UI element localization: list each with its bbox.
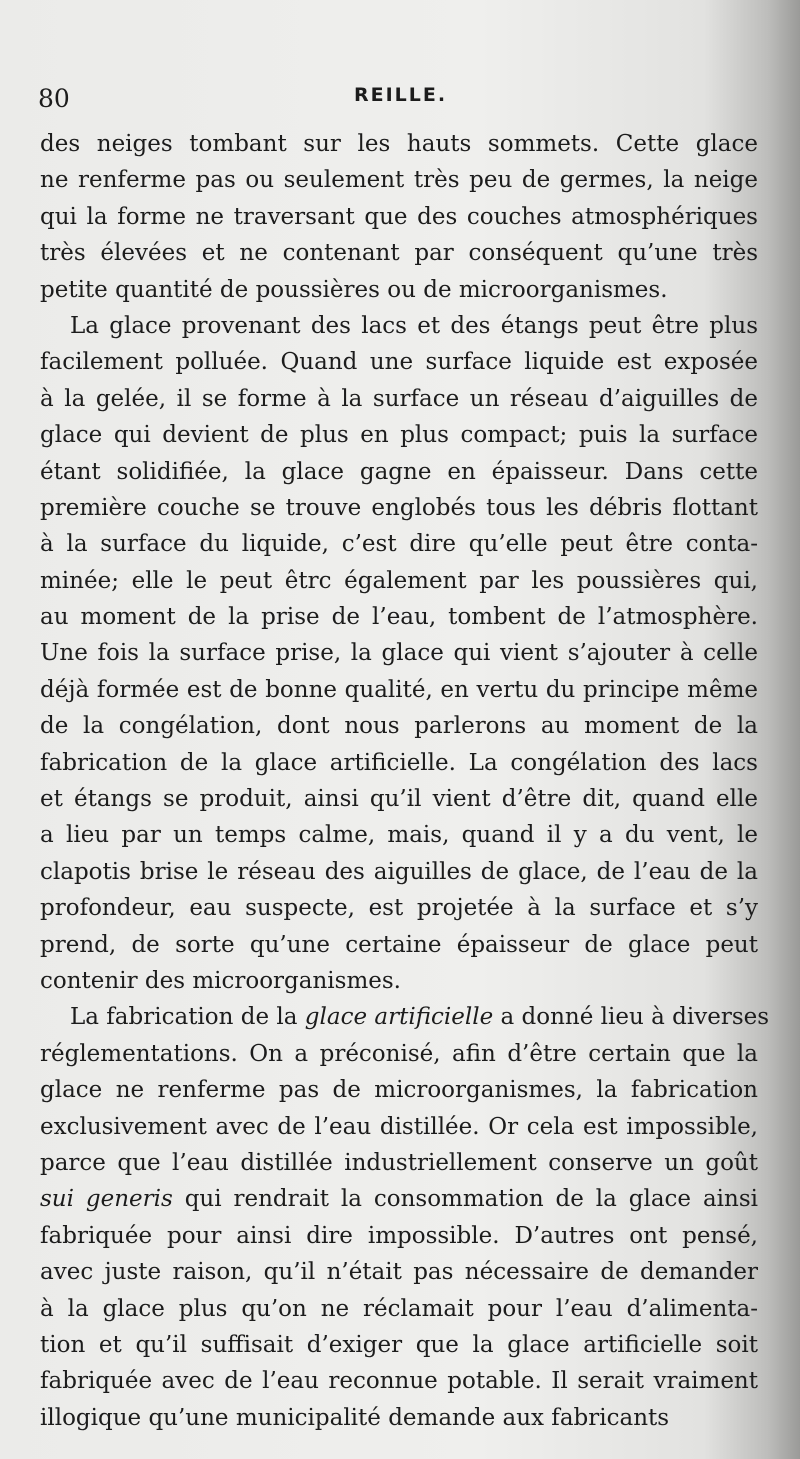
text-line [40,526,758,562]
text-segment: clapotis brise le réseau des aiguilles de glace, de l’eau de la [40,858,758,885]
text-segment: et étangs se produit, ainsi qu’il vient d’être dit, quand elle [40,786,758,813]
text-segment: déjà formée est de bonne qualité, en vertu du principe même [40,676,758,703]
text-line [40,708,758,744]
text-line [40,272,758,308]
text-segment: petite quantité de poussières ou de microorganismes. [40,276,668,303]
text-line [40,563,758,599]
text-segment: réglementations. On a préconisé, afin d’être certain que la [40,1040,758,1067]
text-segment: à la gelée, il se forme à la surface un réseau d’aiguilles de [40,385,758,412]
text-segment: facilement polluée. Quand une surface liquide est exposée [40,349,758,376]
text-line [40,417,758,453]
running-head: REILLE. [354,84,448,106]
text-line [40,1181,758,1217]
text-line [40,1218,758,1254]
text-line [40,308,758,344]
text-line [40,635,758,671]
text-segment: prend, de sorte qu’une certaine épaisseur de glace peut [40,931,758,958]
text-line [40,963,758,999]
text-line [40,854,758,890]
body-text [40,126,770,1436]
text-segment: a donné lieu à diverses [493,1004,770,1031]
text-line [40,999,770,1035]
text-segment: à la surface du liquide, c’est dire qu’elle peut être conta- [40,531,758,558]
text-line [40,927,758,963]
text-segment: glace ne renferme pas de microorganismes, la fabrication [40,1077,758,1104]
text-segment: avec juste raison, qu’il n’était pas nécessaire de demander [40,1259,758,1286]
text-segment: minée; elle le peut êtrc également par les poussières qui, [40,567,758,594]
text-line [40,381,758,417]
text-line [40,344,758,380]
text-line [40,599,758,635]
page-number: 80 [38,84,70,113]
text-segment: de la congélation, dont nous parlerons au moment de la [40,713,758,740]
text-line [40,890,758,926]
text-line [40,1036,758,1072]
text-segment: qui rendrait la consommation de la glace ainsi [172,1186,758,1213]
italic-text: sui generis [40,1186,173,1213]
text-line [40,745,758,781]
text-segment: parce que l’eau distillée industriellement conserve un goût [40,1149,758,1176]
text-segment: à la glace plus qu’on ne réclamait pour l’eau d’alimenta- [40,1295,758,1322]
text-segment: profondeur, eau suspecte, est projetée à la surface et s’y [40,895,758,922]
page-header [38,80,740,116]
text-segment: ne renferme pas ou seulement très peu de germes, la neige [40,167,758,194]
text-segment: exclusivement avec de l’eau distillée. Or cela est impossible, [40,1113,758,1140]
text-line [40,199,758,235]
text-segment: étant solidifiée, la glace gagne en épaisseur. Dans cette [40,458,758,485]
text-line [40,235,758,271]
text-line [40,1072,758,1108]
text-line [40,781,758,817]
text-segment: Une fois la surface prise, la glace qui vient s’ajouter à celle [40,640,758,667]
text-segment: première couche se trouve englobés tous les débris flottant [40,494,758,521]
text-segment: très élevées et ne contenant par conséquent qu’une très [40,240,758,267]
text-segment: fabriquée pour ainsi dire impossible. D’autres ont pensé, [40,1222,758,1249]
text-line [40,1254,758,1290]
text-segment: qui la forme ne traversant que des couches atmosphériques [40,203,758,230]
text-segment: au moment de la prise de l’eau, tombent de l’atmosphère. [40,604,758,631]
text-segment: contenir des microorganismes. [40,967,401,994]
text-line [40,1327,758,1363]
text-segment: glace qui devient de plus en plus compact; puis la surface [40,422,758,449]
text-segment: fabrication de la glace artificielle. La congélation des lacs [40,749,758,776]
text-line [40,817,758,853]
text-line [40,1109,758,1145]
text-line [40,1291,758,1327]
text-segment: des neiges tombant sur les hauts sommets. Cette glace [40,131,758,157]
text-segment: La glace provenant des lacs et des étangs peut être plus [70,312,758,339]
text-line [40,1400,758,1436]
text-segment: La fabrication de la [70,1004,305,1031]
text-line [40,454,758,490]
text-line [40,672,758,708]
text-segment: illogique qu’une municipalité demande aux fabricants [40,1404,670,1431]
text-line [40,1363,758,1399]
text-segment: a lieu par un temps calme, mais, quand il y a du vent, le [40,822,758,849]
text-segment: fabriquée avec de l’eau reconnue potable. Il serait vraiment [40,1368,758,1395]
text-line [40,1145,758,1181]
text-line [40,126,758,162]
text-segment: tion et qu’il suffisait d’exiger que la glace artificielle soit [40,1331,758,1358]
text-line [40,490,758,526]
text-line [40,162,758,198]
italic-text: glace artificielle [304,1004,494,1031]
